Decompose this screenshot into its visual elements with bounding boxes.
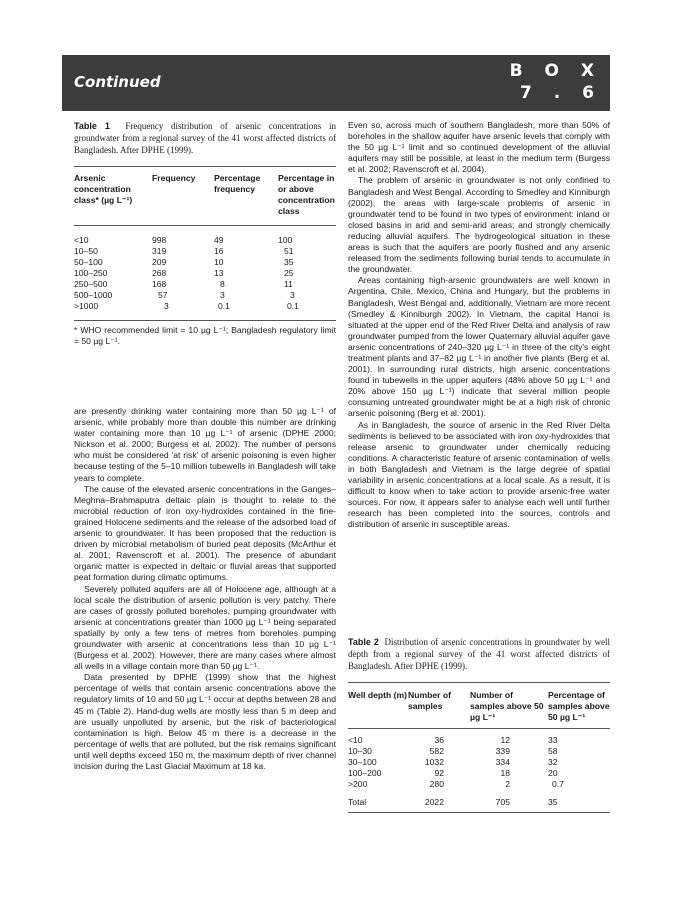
table-cell: 2022 [424,797,444,807]
table-cell: 51 [284,246,294,256]
table2-label: Table 2 [348,637,379,647]
table-cell: >200 [348,779,368,789]
table2-header-rule [348,728,610,729]
table2-bottom-rule [348,812,610,813]
table2 [348,690,610,723]
table-cell: 280 [429,779,444,789]
paragraph: are presently drinking water containing more than 50 µg L⁻¹ of arsenic, while probably more than double this number are drinking water containing more than 10 µg L⁻¹ of arsenic (DPHE 2000; Nickson et al. 2000; Burgess et al. 2002). The number of persons who must be considered 'at risk' of arsenic poisoning is even higher because testing of the 5–10 million tubewells in Bangladesh will take years to complete. [74,406,336,483]
table-cell: 250–500 [74,279,108,289]
table1-block [74,120,336,347]
table-cell: 209 [152,257,167,267]
header-title: Continued [74,73,161,91]
table-cell: 8 [220,279,225,289]
table-cell: 1032 [424,757,444,767]
table1-footnote: * WHO recommended limit = 10 µg L⁻¹; Bangladesh regulatory limit = 50 µg L⁻¹. [74,325,336,347]
table-cell: 50–100 [74,257,103,267]
table-cell: 18 [500,768,510,778]
table-row [74,246,336,257]
table-row [74,268,336,279]
table-cell: 0.7 [552,779,564,789]
table-cell: 100 [278,235,293,245]
table-cell: 33 [548,735,558,745]
table2-top-rule [348,682,610,683]
table-row [348,779,610,790]
paragraph: Areas containing high-arsenic groundwaters are well known in Argentina, Chile, Mexico, China and Hungary, but the problems in Bangladesh, West Bengal and, additionally, Vietnam are more recent (Smedley & Kinniburgh 2002). In Vietnam, the capital Hanoi is situated at the upper end of the Red River Delta and analysis of raw groundwater pumped from the lower Quaternary alluvial aquifer gave arsenic concentrations of 240–320 µg L⁻¹ in three of the city's eight treatment plants and 37–82 µg L⁻¹ in another five plants (Berg et al. 2001). In surrounding rural districts, high arsenic concentrations found in tubewells in the upper aquifers (48% above 50 µg L⁻¹ and 20% above 150 µg L⁻¹) indicate that several million people consuming untreated groundwater might be at a high risk of chronic arsenic poisoning (Berg et al. 2001). [348,275,610,419]
table-cell: 36 [434,735,444,745]
table-cell: <10 [74,235,89,245]
table-row [348,735,610,746]
table-cell: 319 [152,246,167,256]
table-row [348,768,610,779]
table-cell: 100–200 [348,768,382,778]
table-row [74,290,336,301]
table2-header: Number of samples above 50 µg L⁻¹ [470,690,544,722]
table2-caption [348,636,610,672]
table-cell: 30–100 [348,757,377,767]
table-cell: <10 [348,735,363,745]
table2-header-row [348,690,610,723]
table-cell: 0.1 [287,301,299,311]
table-cell: 268 [152,268,167,278]
table1-header-rule [74,225,336,226]
paragraph: As in Bangladesh, the source of arsenic in the Red River Delta sediments is believed to be associated with iron oxy-hydroxides that release arsenic to groundwater under chemically reducing conditions. A characteristic feature of arsenic contamination of wells in both Bangladesh and Vietnam is the large degree of spatial variability in arsenic concentrations at a local scale. As a result, it is difficult to know when to take action to provide arsenic-free water sources. For now, it appears safer to analyse each well until further research has been completed into the sources, controls and distribution of arsenic in susceptible areas. [348,419,610,530]
table-row [348,746,610,757]
box-header [62,55,610,111]
paragraph: The cause of the elevated arsenic concentrations in the Ganges–Meghna–Brahmaputra deltaic plain is thought to relate to the microbial reduction of iron oxy-hydroxides contained in the fine-grained Holocene sediments and the release of the adsorbed load of arsenic to groundwater. It has been proposed that the reduction is driven by microbial metabolism of buried peat deposits (McArthur et al. 2001; Ravenscroft et al. 2001). The presence of abundant organic matter is expected in deltaic or fluvial areas that supported peat formation during climatic optimums. [74,483,336,583]
table1 [74,173,336,217]
table-cell: 339 [495,746,510,756]
table2-header: Number of samples [408,690,451,711]
table-cell: 3 [290,290,295,300]
table-row [74,301,336,312]
table1-caption-text: Frequency distribution of arsenic concentrations in groundwater from a regional survey of the 41 worst affected districts of Bangladesh. After DPHE (1999). [74,121,336,155]
table2-total [348,797,610,808]
table-cell: 92 [434,768,444,778]
paragraph: The problem of arsenic in groundwater is not only confined to Bangladesh and West Bengal. According to Smedley and Kinniburgh (2002), the areas with large-scale problems of arsenic in groundwater tend to be found in two types of environment: inland or closed basins in arid and semi-arid areas; and strongly chemically reducing alluvial aquifers. The hydrogeological situation in these areas is such that the aquifers are poorly flushed and any arsenic released from the sediments following burial tends to accumulate in the groundwater. [348,175,610,275]
table2-block [348,636,610,813]
table-cell: 582 [429,746,444,756]
table-cell: 10 [214,257,224,267]
table1-header: Percentage frequency [214,173,261,194]
table-row [348,757,610,768]
table-row [74,235,336,246]
table-cell: 11 [284,279,293,289]
table-cell: 168 [152,279,167,289]
table2-header: Well depth (m) [348,690,408,700]
box-number: 7 . 6 [520,83,602,103]
table-cell: 3 [220,290,225,300]
table-cell: Total [348,797,367,807]
table1-label: Table 1 [74,121,110,131]
table1-body [74,235,336,312]
table1-caption [74,120,336,156]
table2-caption-text: Distribution of arsenic concentrations in groundwater by well depth from a regional survey of the 41 worst affected districts of Bangladesh. After DPHE (1999). [348,637,610,671]
left-body-text [74,406,336,772]
table-cell: 49 [214,235,224,245]
table-cell: 10–50 [74,246,98,256]
table-cell: 57 [158,290,168,300]
table-cell: 334 [495,757,510,767]
table-cell: 32 [548,757,558,767]
table-total-row [348,797,610,808]
table-cell: 3 [164,301,169,311]
table1-header-row [74,173,336,217]
table-cell: 0.1 [218,301,230,311]
table1-top-rule [74,166,336,167]
box-label [510,60,602,104]
right-body-text [348,120,610,530]
table-cell: 16 [214,246,224,256]
table-cell: 25 [284,268,294,278]
table-cell: 998 [152,235,167,245]
box-label-text: B O X [509,61,602,81]
paragraph: Severely polluted aquifers are all of Holocene age, although at a local scale the distribution of arsenic pollution is very patchy. There are cases of grossly polluted boreholes, pumping groundwater with arsenic at concentrations greater than 1000 µg L⁻¹ being separated spatially by only a few tens of metres from boreholes pumping groundwater with arsenic at concentrations less than 10 µg L⁻¹ (Burgess et al. 2002). However, there are many cases where almost all wells in a village contain more than 50 µg L⁻¹. [74,583,336,672]
paragraph: Data presented by DPHE (1999) show that the highest percentage of wells that contain arsenic concentrations above the regulatory limits of 10 and 50 µg L⁻¹ occur at depths between 28 and 45 m (Table 2). Hand-dug wells are mostly less than 5 m deep and are usually unpolluted by arsenic, but the risk of bacteriological contamination is high. Below 45 m there is a decrease in the percentage of wells that are polluted, but the risk remains significant until well depths exceed 150 m, the maximum depth of river channel incision during the Last Glacial Maximum at 18 ka. [74,672,336,771]
table-cell: 12 [500,735,510,745]
table1-header: Arsenic concentration class* (µg L⁻¹) [74,173,133,205]
table1-header: Percentage in or above concentration class [278,173,335,216]
table-cell: 13 [214,268,224,278]
table1-bottom-rule [74,320,336,321]
table-cell: 2 [505,779,510,789]
table-cell: 20 [548,768,558,778]
paragraph: Even so, across much of southern Bangladesh, more than 50% of boreholes in the shallow aquifer have arsenic levels that comply with the 50 µg L⁻¹ limit and so continued development of the alluvial aquifers may still be possible, at least in the medium term (Burgess et al. 2002; Ravenscroft et al. 2004). [348,120,610,175]
table-cell: 58 [548,746,558,756]
table-cell: 35 [548,797,558,807]
table-cell: 10–30 [348,746,372,756]
table2-body [348,735,610,790]
table-cell: 705 [495,797,510,807]
table-row [74,279,336,290]
table-cell: >1000 [74,301,99,311]
table2-header: Percentage of samples above 50 µg L⁻¹ [548,690,610,722]
table-row [74,257,336,268]
table-cell: 100–250 [74,268,108,278]
table-cell: 35 [284,257,294,267]
table-cell: 500–1000 [74,290,113,300]
table1-header: Frequency [152,173,196,183]
